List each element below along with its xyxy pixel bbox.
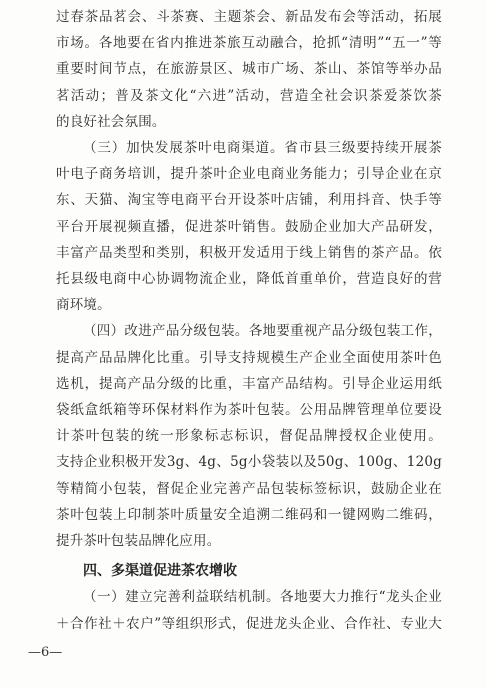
body-text-line: 托县级电商中心协调物流企业，降低首重单价，营造良好的营 [56,271,442,287]
body-text-line: 商环境。 [56,297,111,313]
body-text-line: 平台开展视频直播，促进茶叶销售。鼓励企业加大产品研发， [56,219,442,235]
body-text-line: ＋合作社＋农户”等组织形式，促进龙头企业、合作社、专业大 [56,616,442,632]
body-text-line: 选机，提高产品分级的比重，丰富产品结构。引导企业运用纸 [56,376,442,392]
body-text-line: 东、天猫、淘宝等电商平台开设茶叶店铺，利用抖音、快手等 [56,192,442,208]
body-text-line: 袋纸盒纸箱等环保材料作为茶叶包装。公用品牌管理单位要设 [56,402,442,418]
section-4-heading-line: （四）改进产品分级包装。各地要重视产品分级包装工作， [83,323,442,339]
body-text-line: 茗活动；普及茶文化“六进”活动，营造全社会识茶爱茶饮茶 [56,88,442,104]
body-text-line: 的良好社会氛围。 [56,114,166,130]
body-text-line: 提高产品品牌化比重。引导支持规模生产企业全面使用茶叶色 [56,350,442,366]
body-text-line: 重要时间节点，在旅游景区、城市广场、茶山、茶馆等举办品 [56,61,442,77]
section-1-heading-line: （一）建立完善利益联结机制。各地要大力推行“龙头企业 [83,589,442,605]
page-number: —6— [28,645,63,660]
body-text-line: 叶电子商务培训，提升茶叶企业电商业务能力；引导企业在京 [56,166,442,182]
body-text-line: 丰富产品类型和类别，积极开发适用于线上销售的茶产品。依 [56,245,442,261]
body-text-line: 茶叶包装上印制茶叶质量安全追溯二维码和一键网购二维码， [56,507,442,523]
body-text-line: 支持企业积极开发3g、4g、5g小袋装以及50g、100g、120g [56,454,442,470]
section-3-heading-line: （三）加快发展茶叶电商渠道。省市县三级要持续开展茶 [83,140,442,156]
body-text-line: 等精简小包装，督促企业完善产品包装标签标识，鼓励企业在 [56,481,442,497]
body-text-line: 提升茶叶包装品牌化应用。 [56,533,221,549]
body-text-line: 计茶叶包装的统一形象标志标识，督促品牌授权企业使用。 [56,428,442,444]
body-text-line: 过春茶品茗会、斗茶赛、主题茶会、新品发布会等活动，拓展 [56,9,442,25]
body-text-line: 市场。各地要在省内推进茶旅互动融合，抢抓“清明”“五一”等 [56,35,442,51]
chapter-heading: 四、多渠道促进茶农增收 [83,563,237,579]
